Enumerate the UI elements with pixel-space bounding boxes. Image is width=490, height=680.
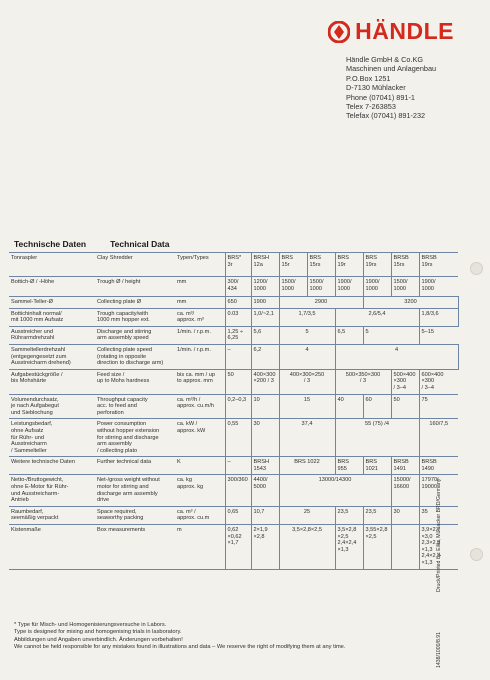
row-unit: 1/min. / r.p.m. (175, 326, 225, 344)
table-cell: 0,2–0,3 (225, 394, 251, 419)
address-line: Telefax (07041) 891-232 (346, 111, 426, 121)
table-cell: BRS 1021 (363, 457, 391, 475)
address-line: Händle GmbH & Co.KG (346, 55, 424, 64)
row-label-de: Aufgabestückgröße / bis Mohshärte (9, 369, 95, 394)
model-cell: BRSB 19rs (419, 253, 458, 277)
table-cell: 650 (225, 297, 251, 309)
table-cell: 1900/ 1000 (335, 277, 363, 297)
logo-mark-icon (328, 21, 350, 43)
model-cell: BRS 19r (335, 253, 363, 277)
table-cell: 5 (279, 326, 335, 344)
table-cell: 300/360 (225, 475, 251, 506)
table-cell: 0.03 (225, 308, 251, 326)
row-label-en: Trough Ø / height (95, 277, 175, 297)
table-cell: 5–15 (419, 326, 458, 344)
row-label-de: Kistenmaße (9, 525, 95, 570)
table-cell: 13000/14300 (279, 475, 391, 506)
table-cell: 23,5 (335, 506, 363, 524)
address-line: P.O.Box 1251 (346, 73, 391, 83)
row-label-en: Collecting plate speed (rotating in opposite direction to discharge arm) (95, 344, 175, 369)
row-label-de: Netto-/Bruttogewicht, ohne E-Motor für Rühr- und Ausstreicharm- Antrieb (9, 475, 95, 506)
row-label-en: Collecting plate Ø (95, 297, 175, 309)
technical-data-table (9, 252, 458, 570)
row-label-de: Weitere technische Daten (9, 457, 95, 475)
footnote-line: We cannot be held responsible for any mistakes found in illustrations and data – We reserve the right of modifying them at any time. (14, 644, 346, 651)
footnote-line: * Type für Misch- und Homogenisierungsversuche in Labors. (14, 622, 167, 628)
row-label-de: Raumbedarf, seemäßig verpackt (9, 506, 95, 524)
table-cell: 75 (419, 394, 458, 419)
table-cell: 600×400 ×300 / 3–4 (419, 369, 458, 394)
table-cell: 25 (279, 506, 335, 524)
table-cell: 1,8/3,6 (419, 308, 458, 326)
table-cell: 1500/ 1000 (279, 277, 307, 297)
table-cell: 1200/ 1000 (251, 277, 279, 297)
header-cell: Clay Shredder (95, 253, 175, 277)
row-unit: mm (175, 277, 225, 297)
table-cell: 400×300×250 / 3 (279, 369, 335, 394)
table-cell (391, 525, 419, 570)
section-heading (14, 239, 170, 249)
footnote-line: Type is designed for mixing and homogenising trials in lasboratory. (14, 629, 182, 636)
table-cell: 6,5 (335, 326, 363, 344)
table-row (9, 525, 458, 570)
row-label-en: Space required, seaworthy packing (95, 506, 175, 524)
table-cell: 1,25 ÷ 6,25 (225, 326, 251, 344)
table-cell: 40 (335, 394, 363, 419)
table-cell: 3200 (363, 297, 458, 309)
table-cell: 2,6/5,4 (335, 308, 419, 326)
table-row (9, 419, 458, 457)
table-cell: 15000/ 16600 (391, 475, 419, 506)
table-row (9, 277, 458, 297)
table-row (9, 394, 458, 419)
row-label-en: Further technical data (95, 457, 175, 475)
row-label-en: Power consumption without hopper extension for stirring and discharge arm assembly / collecting plato (95, 419, 175, 457)
row-unit: 1/min. / r.p.m. (175, 344, 225, 369)
table-cell: 6,2 (251, 344, 279, 369)
table-cell: BRSB 1491 (391, 457, 419, 475)
binder-hole (470, 262, 483, 275)
row-unit: ca. m³ / approx. cu.m (175, 506, 225, 524)
model-cell: BRS* 3r (225, 253, 251, 277)
table-cell: BRSB 1490 (419, 457, 458, 475)
table-row (9, 475, 458, 506)
address-line: Telex 7-263853 (346, 102, 396, 112)
table-header-row (9, 253, 458, 277)
row-unit: mm (175, 297, 225, 309)
table-cell: 160/7,5 (419, 419, 458, 457)
row-label-de: Ausstreicher und Rührarmdrehzahl (9, 326, 95, 344)
table-row (9, 326, 458, 344)
table-cell: 300/ 434 (225, 277, 251, 297)
table-cell: 0,65 (225, 506, 251, 524)
table-cell: 55 (75) /4 (335, 419, 419, 457)
table-cell: 5 (363, 326, 419, 344)
heading-english: Technical Data (110, 239, 170, 249)
table-cell: – (225, 457, 251, 475)
table-cell: 3,5×2,8×2,5 (279, 525, 335, 570)
row-label-en: Feed size / up to Mohs hardness (95, 369, 175, 394)
table-row (9, 506, 458, 524)
table-cell: 1,7/3,5 (279, 308, 335, 326)
table-cell: 2×1,9 ×2,8 (251, 525, 279, 570)
table-cell: 23,5 (363, 506, 391, 524)
header-cell: Typen/Types (175, 253, 225, 277)
model-cell: BRS 15r (279, 253, 307, 277)
row-label-en: Trough capacity/with 1000 mm hopper ext. (95, 308, 175, 326)
table-cell: 3,9×2,7 ×3,0 2,3×2,3 ×1,3 2,4×2,3 ×1,3 (419, 525, 458, 570)
table-cell: 30 (391, 506, 419, 524)
header-cell: Tonraspler (9, 253, 95, 277)
row-label-de: Sammeltellerdrehzahl (entgegengesetzt zum Ausstreicharm drehend) (9, 344, 95, 369)
table-cell: 1500/ 1000 (391, 277, 419, 297)
table-cell: 2900 (279, 297, 363, 309)
row-unit: ca. kW / approx. kW (175, 419, 225, 457)
table-cell: 37,4 (279, 419, 335, 457)
row-label-de: Bottich-Ø / -Höhe (9, 277, 95, 297)
table-cell: 30 (251, 419, 279, 457)
table-cell: 0,62 ×0,62 ×1,7 (225, 525, 251, 570)
table-cell: 4 (279, 344, 335, 369)
model-cell: BRS 19rs (363, 253, 391, 277)
table-row (9, 369, 458, 394)
heading-german: Technische Daten (14, 239, 87, 249)
table-cell: 4 (335, 344, 458, 369)
row-label-en: Throughput capacity acc. to feed and perforation (95, 394, 175, 419)
row-label-en: Discharge and stirring arm assembly speed (95, 326, 175, 344)
table-cell: 4400/ 5000 (251, 475, 279, 506)
row-unit: m (175, 525, 225, 570)
row-label-de: Volumendurchsatz, je nach Aufgabegut und Sieblochung (9, 394, 95, 419)
table-cell: 15 (279, 394, 335, 419)
printer-credit: Druck/Printed by: Eiler, Mühlacker BRD/Germany (436, 478, 442, 592)
table-cell: 5,6 (251, 326, 279, 344)
row-label-en: Net-/gross weight without motor for stirring and discharge arm assembly drive (95, 475, 175, 506)
address-line: Phone (07041) 891-1 (346, 92, 415, 102)
row-unit: ca. m³/ approx. m³ (175, 308, 225, 326)
footnote-line: Abbildungen und Angaben unverbindlich. Änderungen vorbehalten! (14, 636, 183, 643)
table-cell: 400×300 ×200 / 3 (251, 369, 279, 394)
footnotes (14, 622, 345, 652)
table-row (9, 297, 458, 309)
table-cell: 500×400 ×300 / 3–4 (391, 369, 419, 394)
table-cell: 1500/ 1000 (307, 277, 335, 297)
table-cell: 3,55×2,8 ×2,5 (363, 525, 391, 570)
table-cell: – (225, 344, 251, 369)
row-unit: bis ca. mm / up to approx. mm (175, 369, 225, 394)
model-cell: BRSH 12a (251, 253, 279, 277)
table-cell: 1900 (251, 297, 279, 309)
row-unit: ca. m³/h / approx. cu.m/h (175, 394, 225, 419)
row-label-en: Box measurements (95, 525, 175, 570)
table-cell: 60 (363, 394, 391, 419)
row-unit: ca. kg approx. kg (175, 475, 225, 506)
table-cell: 17970/ 19000 (419, 475, 458, 506)
table-cell: 1,0/~2,1 (251, 308, 279, 326)
logo-wordmark: HÄNDLE (355, 18, 454, 44)
table-cell: BRS 1022 (279, 457, 335, 475)
table-cell: 10,7 (251, 506, 279, 524)
row-unit: K (175, 457, 225, 475)
table-cell: BRSH 1543 (251, 457, 279, 475)
table-row (9, 457, 458, 475)
table-cell: BRS 955 (335, 457, 363, 475)
company-logo (328, 18, 454, 45)
table-row (9, 308, 458, 326)
print-code: 1438/1000/8.91 (436, 631, 442, 668)
address-line: D-7130 Mühlacker (346, 83, 406, 93)
table-cell: 35 (419, 506, 458, 524)
table-row (9, 344, 458, 369)
company-address (346, 55, 436, 121)
table-cell: 0,55 (225, 419, 251, 457)
model-cell: BRSB 15rs (391, 253, 419, 277)
table-cell: 10 (251, 394, 279, 419)
address-line: Maschinen und Anlagenbau (346, 64, 437, 74)
row-label-de: Sammel-Teller-Ø (9, 297, 95, 309)
binder-hole (470, 548, 483, 561)
table-cell: 1900/ 1000 (419, 277, 458, 297)
model-cell: BRS 15rs (307, 253, 335, 277)
table-cell: 50 (391, 394, 419, 419)
table-cell: 500×350×300 / 3 (335, 369, 391, 394)
table-cell: 3,5×2,8 ×2,5 2,4×2,4 ×1,3 (335, 525, 363, 570)
row-label-de: Bottichinhalt normal/ mit 1000 mm Aufsatz (9, 308, 95, 326)
row-label-de: Leistungsbedarf, ohne Aufsatz für Rühr- und Ausstreicharm / Sammelteller (9, 419, 95, 457)
table-cell: 50 (225, 369, 251, 394)
table-cell: 1900/ 1000 (363, 277, 391, 297)
